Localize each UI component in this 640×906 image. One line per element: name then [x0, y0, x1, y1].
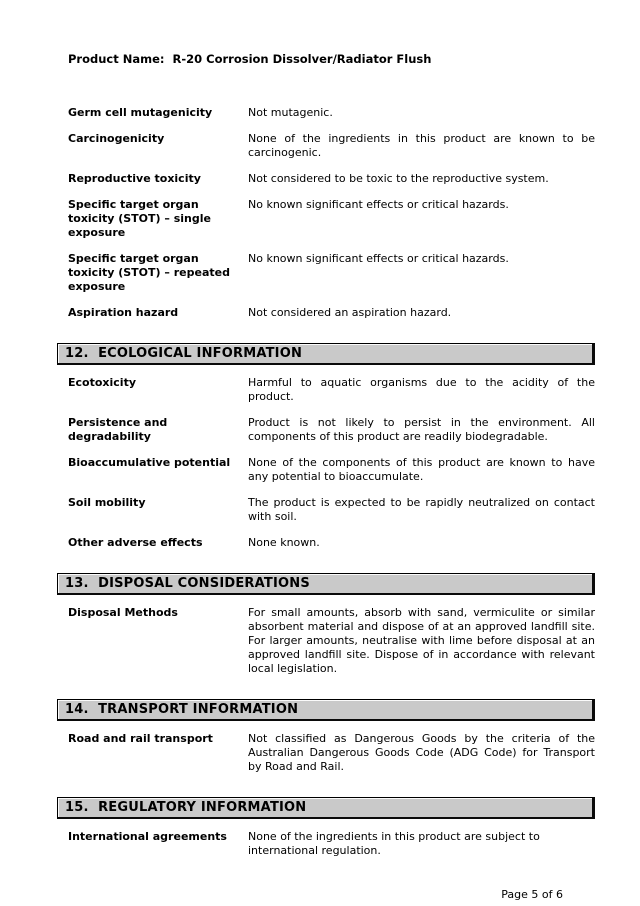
row-value: The product is expected to be rapidly neutralized on contact with soil.: [248, 496, 595, 523]
row-label: Germ cell mutagenicity: [68, 106, 213, 119]
row-label: Reproductive toxicity: [68, 172, 201, 185]
row-value: Not classified as Dangerous Goods by the criteria of the Australian Dangerous Goods Code (ADG Code) for Transport by Road and Rail.: [248, 732, 595, 773]
section-regulatory-information: [57, 786, 595, 858]
row-label: Aspiration hazard: [68, 306, 179, 319]
table-row: [57, 172, 595, 186]
row-value: Not considered to be toxic to the reproductive system.: [248, 172, 549, 185]
toxicological-rows: [57, 106, 595, 320]
section-header: 14. TRANSPORT INFORMATION: [57, 699, 595, 721]
row-label: Other adverse effects: [68, 536, 203, 549]
table-row: [57, 306, 595, 320]
table-row: [57, 606, 595, 676]
row-label: Ecotoxicity: [68, 376, 136, 389]
table-row: [57, 496, 595, 524]
section-header: 13. DISPOSAL CONSIDERATIONS: [57, 573, 595, 595]
row-value: None of the ingredients in this product are known to be carcinogenic.: [248, 132, 595, 159]
row-value: Harmful to aquatic organisms due to the acidity of the product.: [248, 376, 595, 403]
row-value: Not mutagenic.: [248, 106, 333, 119]
table-row: [57, 132, 595, 160]
page-title: Product Name: R-20 Corrosion Dissolver/Radiator Flush: [68, 52, 432, 66]
table-row: [57, 416, 595, 444]
table-row: [57, 198, 595, 240]
page-footer: Page 5 of 6: [501, 888, 563, 901]
row-label: Persistence and degradability: [68, 416, 168, 443]
row-label: International agreements: [68, 830, 227, 843]
row-label: Specific target organ toxicity (STOT) – repeated exposure: [68, 252, 230, 293]
row-label: Soil mobility: [68, 496, 146, 509]
section-disposal-considerations: [57, 562, 595, 676]
row-label: Specific target organ toxicity (STOT) – single exposure: [68, 198, 211, 239]
table-row: [57, 456, 595, 484]
row-value: Product is not likely to persist in the environment. All components of this product are readily biodegradable.: [248, 416, 595, 443]
section-ecological-information: [57, 332, 595, 550]
row-value: None known.: [248, 536, 320, 549]
section-header: 15. REGULATORY INFORMATION: [57, 797, 595, 819]
table-row: [57, 252, 595, 294]
table-row: [57, 536, 595, 550]
section-header: 12. ECOLOGICAL INFORMATION: [57, 343, 595, 365]
section-transport-information: [57, 688, 595, 774]
row-value: No known significant effects or critical hazards.: [248, 252, 509, 265]
row-label: Bioaccumulative potential: [68, 456, 231, 469]
table-row: [57, 830, 595, 858]
row-label: Disposal Methods: [68, 606, 178, 619]
table-row: [57, 732, 595, 774]
row-label: Road and rail transport: [68, 732, 213, 745]
row-value: None of the ingredients in this product are subject to international regulation.: [248, 830, 540, 857]
row-value: Not considered an aspiration hazard.: [248, 306, 452, 319]
table-row: [57, 376, 595, 404]
row-label: Carcinogenicity: [68, 132, 165, 145]
table-row: [57, 106, 595, 120]
row-value: None of the components of this product are known to have any potential to bioaccumulate.: [248, 456, 595, 483]
row-value: No known significant effects or critical hazards.: [248, 198, 509, 211]
row-value: For small amounts, absorb with sand, vermiculite or similar absorbent material and dispose of at an approved landfill site. For larger amounts, neutralise with lime before disposal at an approved landfill site. Dispose of in accordance with relevant local legislation.: [248, 606, 595, 675]
